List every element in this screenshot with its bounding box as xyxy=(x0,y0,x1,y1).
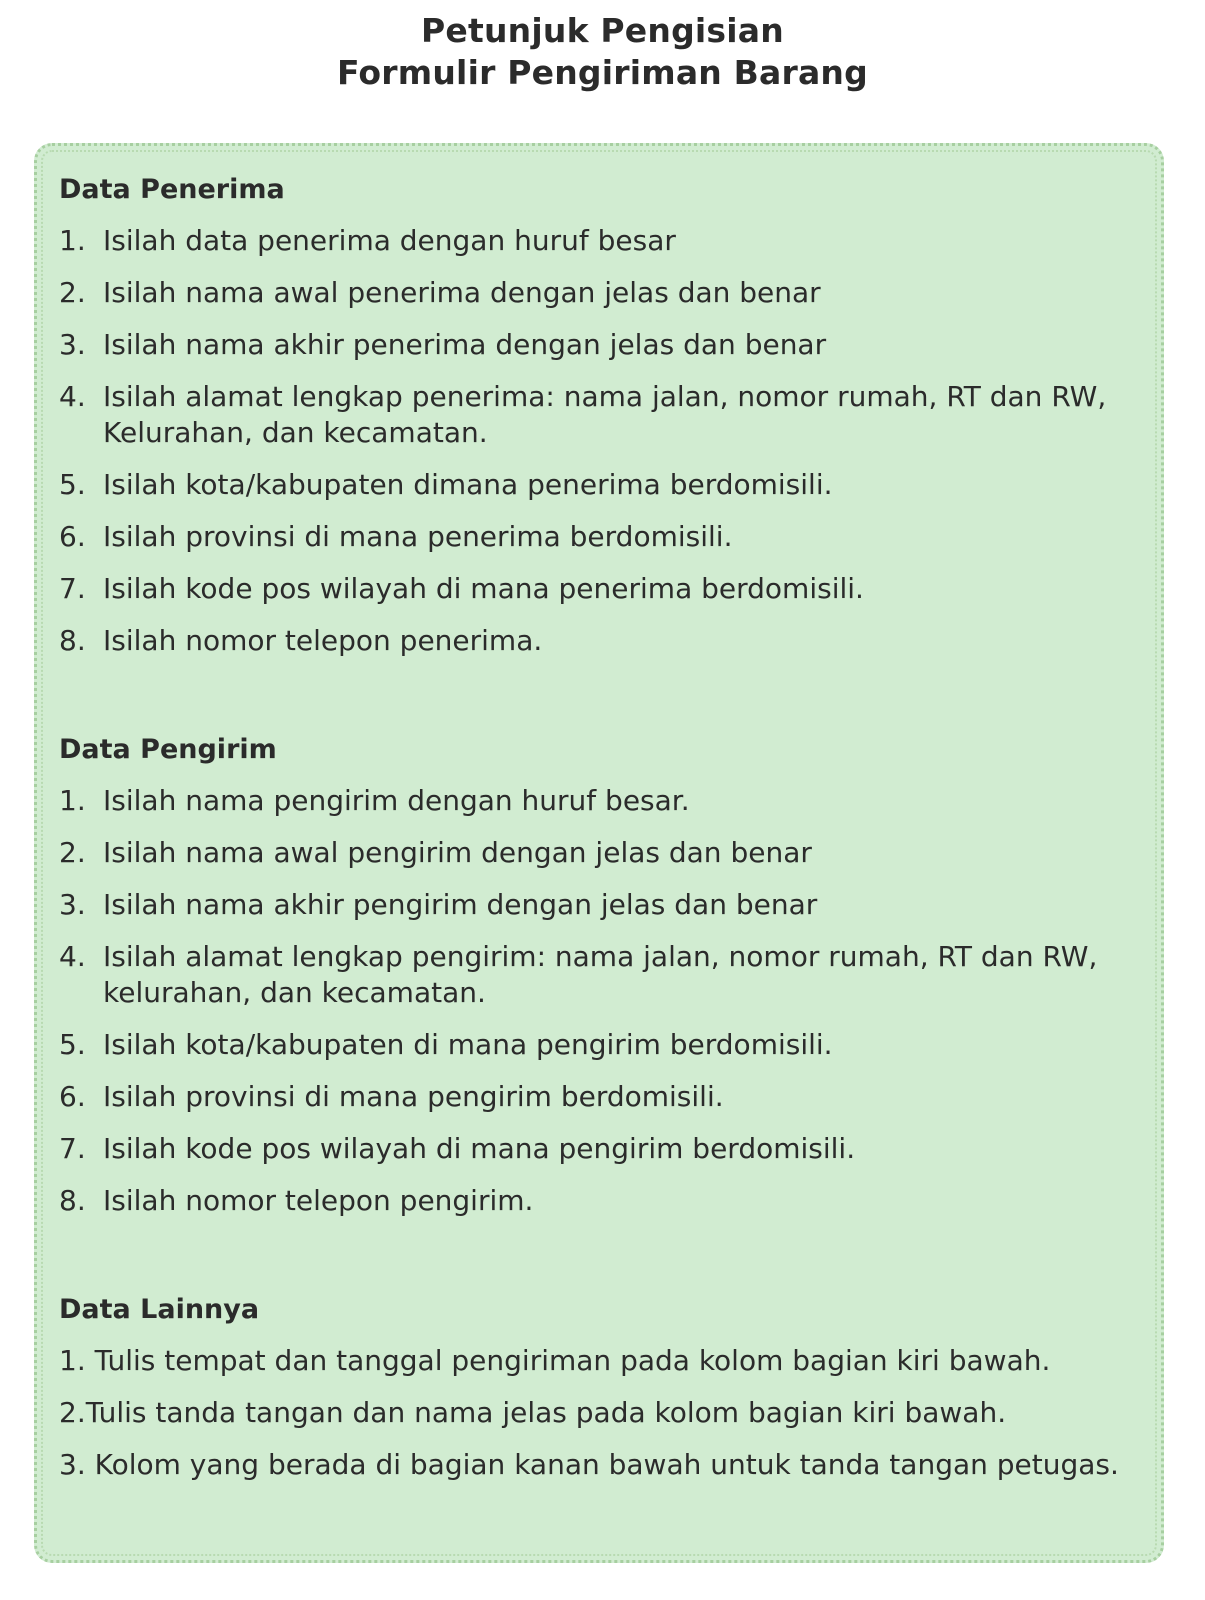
item-number: 5. xyxy=(59,1028,86,1061)
title-line-1: Petunjuk Pengisian xyxy=(421,11,784,50)
list-item xyxy=(59,467,1149,503)
list-item xyxy=(59,327,1149,363)
item-number: 1. xyxy=(59,224,86,257)
item-text: Isilah kode pos wilayah di mana penerima berdomisili. xyxy=(103,572,864,605)
title-line-2: Formulir Pengiriman Barang xyxy=(337,53,868,92)
item-number: 7. xyxy=(59,572,86,605)
list-item xyxy=(59,1027,1149,1063)
section-data-pengirim xyxy=(59,734,1149,1219)
list-item xyxy=(59,223,1149,259)
list-item xyxy=(59,1343,1149,1379)
item-number: 3. xyxy=(59,888,86,921)
item-text: Isilah data penerima dengan huruf besar xyxy=(103,224,676,257)
item-number: 8. xyxy=(59,1184,86,1217)
item-number: 5. xyxy=(59,468,86,501)
item-number: 2. xyxy=(59,276,86,309)
instruction-list xyxy=(59,223,1149,659)
list-item xyxy=(59,519,1149,555)
item-text: Isilah provinsi di mana pengirim berdomisili. xyxy=(103,1080,724,1113)
item-number: 8. xyxy=(59,624,86,657)
item-text: 2.Tulis tanda tangan dan nama jelas pada kolom bagian kiri bawah. xyxy=(59,1396,1007,1429)
item-text: Isilah nama akhir penerima dengan jelas dan benar xyxy=(103,328,827,361)
item-text: Isilah kode pos wilayah di mana pengirim berdomisili. xyxy=(103,1132,856,1165)
item-text: Isilah provinsi di mana penerima berdomisili. xyxy=(103,520,733,553)
item-text: Isilah nama awal pengirim dengan jelas dan benar xyxy=(103,836,812,869)
list-item xyxy=(59,379,1149,451)
list-item xyxy=(59,939,1149,1011)
item-text: Isilah nomor telepon pengirim. xyxy=(103,1184,534,1217)
item-number: 2. xyxy=(59,836,86,869)
item-text: Isilah alamat lengkap pengirim: nama jalan, nomor rumah, RT dan RW, kelurahan, dan kecamatan. xyxy=(103,940,1098,1009)
item-text: Isilah nama awal penerima dengan jelas dan benar xyxy=(103,276,821,309)
instruction-list xyxy=(59,783,1149,1219)
item-text: 1. Tulis tempat dan tanggal pengiriman pada kolom bagian kiri bawah. xyxy=(59,1344,1051,1377)
section-data-penerima xyxy=(59,174,1149,659)
page-title xyxy=(0,10,1205,94)
item-number: 4. xyxy=(59,940,86,973)
list-item xyxy=(59,1395,1149,1431)
list-item xyxy=(59,1183,1149,1219)
item-number: 4. xyxy=(59,380,86,413)
list-item xyxy=(59,835,1149,871)
list-item xyxy=(59,623,1149,659)
section-title: Data Lainnya xyxy=(59,1294,260,1325)
item-number: 7. xyxy=(59,1132,86,1165)
section-data-lainnya xyxy=(59,1294,1149,1483)
item-text: Isilah nama akhir pengirim dengan jelas dan benar xyxy=(103,888,818,921)
item-text: Isilah alamat lengkap penerima: nama jalan, nomor rumah, RT dan RW, Kelurahan, dan kecamatan. xyxy=(103,380,1107,449)
list-item xyxy=(59,1447,1149,1483)
item-number: 3. xyxy=(59,328,86,361)
instruction-list xyxy=(59,1343,1149,1483)
list-item xyxy=(59,887,1149,923)
list-item xyxy=(59,571,1149,607)
list-item xyxy=(59,275,1149,311)
item-text: 3. Kolom yang berada di bagian kanan bawah untuk tanda tangan petugas. xyxy=(59,1448,1119,1481)
list-item xyxy=(59,783,1149,819)
section-title: Data Pengirim xyxy=(59,734,277,765)
item-text: Isilah kota/kabupaten di mana pengirim berdomisili. xyxy=(103,1028,833,1061)
item-number: 1. xyxy=(59,784,86,817)
list-item xyxy=(59,1131,1149,1167)
list-item xyxy=(59,1079,1149,1115)
item-text: Isilah kota/kabupaten dimana penerima berdomisili. xyxy=(103,468,833,501)
instructions-panel xyxy=(34,143,1164,1563)
section-title: Data Penerima xyxy=(59,174,285,205)
item-text: Isilah nomor telepon penerima. xyxy=(103,624,543,657)
item-text: Isilah nama pengirim dengan huruf besar. xyxy=(103,784,690,817)
item-number: 6. xyxy=(59,520,86,553)
item-number: 6. xyxy=(59,1080,86,1113)
